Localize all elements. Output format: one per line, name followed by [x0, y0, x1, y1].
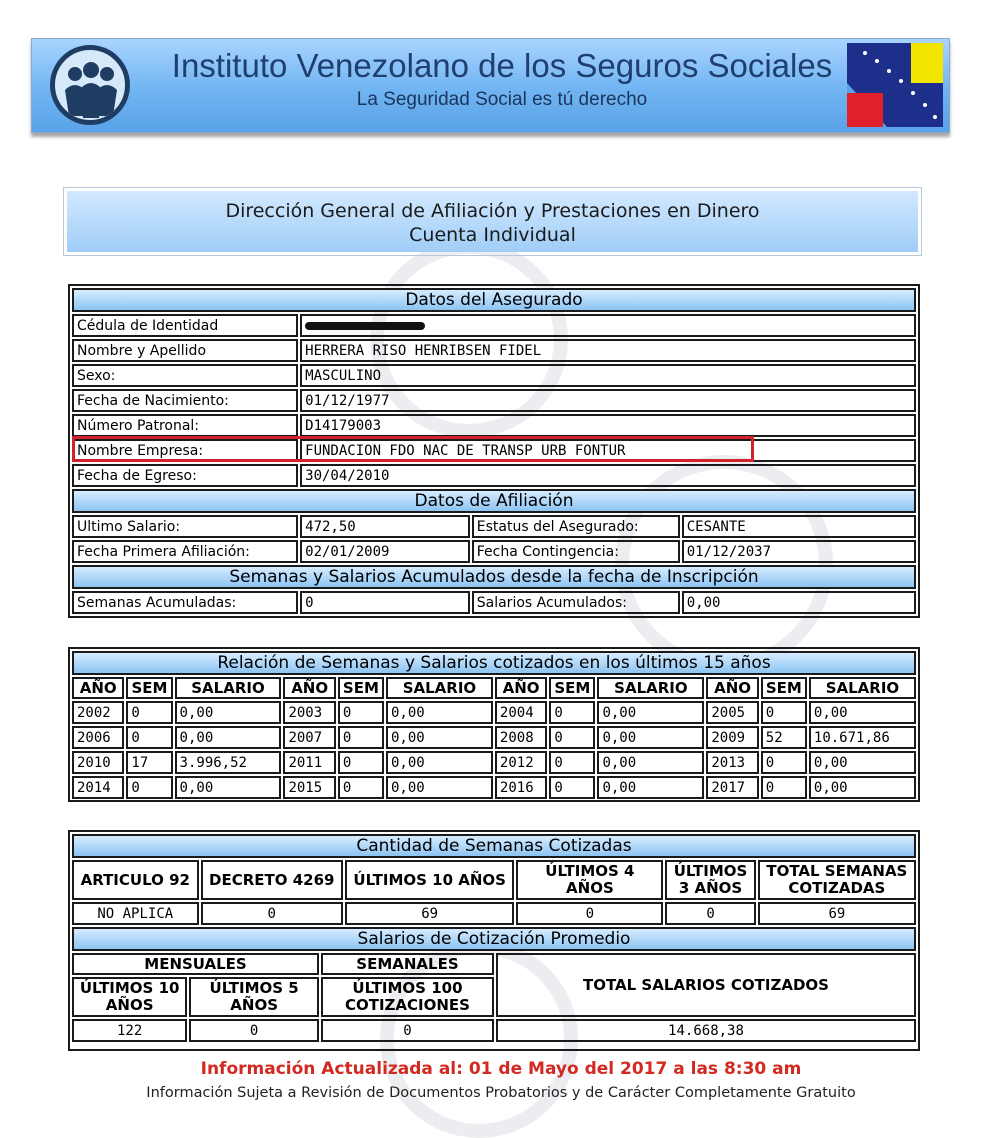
- cell-weeks: 0: [338, 726, 384, 749]
- cell-year: 2004: [495, 701, 547, 724]
- last-updated-text: Información Actualizada al: 01 de Mayo del 2017 a las 8:30 am: [200, 1059, 802, 1079]
- value-last-10-years-salary: 122: [72, 1019, 187, 1042]
- status-label: Estatus del Asegurado:: [472, 515, 680, 538]
- name-value: HERRERA RISO HENRIBSEN FIDEL: [300, 339, 916, 362]
- header-last-10-years-salary: ÚLTIMOS 10 AÑOS: [72, 977, 187, 1017]
- salaries-accumulated-value: 0,00: [682, 591, 916, 614]
- accumulated-title: Semanas y Salarios Acumulados desde la fecha de Inscripción: [72, 565, 916, 589]
- weeks-quoted-panel: [68, 830, 920, 1051]
- cell-year: 2013: [706, 751, 758, 774]
- cell-salary: 10.671,86: [809, 726, 916, 749]
- header-last-5-years-salary: ÚLTIMOS 5 AÑOS: [189, 977, 319, 1017]
- insured-data-panel: [68, 284, 920, 618]
- cell-weeks: 0: [338, 776, 384, 799]
- cell-weeks: 0: [126, 701, 172, 724]
- value-last-3-years: 0: [665, 902, 755, 925]
- flag-icon: [847, 43, 943, 127]
- header-decree-4269: DECRETO 4269: [201, 860, 343, 900]
- cell-weeks: 0: [761, 751, 807, 774]
- value-last-4-years: 0: [516, 902, 663, 925]
- value-last-100-contributions: 0: [321, 1019, 494, 1042]
- header-article-92: ARTICULO 92: [72, 860, 199, 900]
- header-total-salaries: TOTAL SALARIOS COTIZADOS: [496, 953, 916, 1017]
- cell-salary: 0,00: [809, 751, 916, 774]
- contingency-label: Fecha Contingencia:: [472, 540, 680, 563]
- header-last-10-years: ÚLTIMOS 10 AÑOS: [345, 860, 515, 900]
- cell-salary: 0,00: [175, 701, 282, 724]
- weeks-accumulated-label: Semanas Acumuladas:: [72, 591, 298, 614]
- cell-year: 2012: [495, 751, 547, 774]
- cell-year: 2006: [72, 726, 124, 749]
- last-salary-value: 472,50: [300, 515, 470, 538]
- company-label: Nombre Empresa:: [72, 439, 298, 462]
- value-total-weeks: 69: [758, 902, 916, 925]
- col-weeks: SEM: [126, 677, 172, 699]
- table-row: [72, 726, 916, 749]
- cell-year: 2010: [72, 751, 124, 774]
- section-heading: [63, 187, 922, 256]
- cell-salary: 0,00: [386, 701, 493, 724]
- header-monthly: MENSUALES: [72, 953, 319, 975]
- sex-label: Sexo:: [72, 364, 298, 387]
- cell-year: 2009: [706, 726, 758, 749]
- cell-weeks: 0: [126, 726, 172, 749]
- cell-weeks: 0: [761, 776, 807, 799]
- col-weeks: SEM: [549, 677, 595, 699]
- header-last-3-years: ÚLTIMOS 3 AÑOS: [665, 860, 755, 900]
- cell-salary: 0,00: [386, 726, 493, 749]
- header-banner: [31, 38, 950, 133]
- average-salary-title: Salarios de Cotización Promedio: [72, 927, 916, 951]
- cell-weeks: 0: [338, 751, 384, 774]
- weeks-quoted-title: Cantidad de Semanas Cotizadas: [72, 834, 916, 858]
- col-weeks: SEM: [338, 677, 384, 699]
- header-weekly: SEMANALES: [321, 953, 494, 975]
- insured-data-table: [70, 286, 918, 616]
- col-salary: SALARIO: [386, 677, 493, 699]
- table-row: [72, 701, 916, 724]
- institute-slogan: La Seguridad Social es tú derecho: [356, 89, 648, 110]
- weeks-accumulated-value: 0: [300, 591, 470, 614]
- cell-salary: 0,00: [175, 726, 282, 749]
- contingency-value: 01/12/2037: [682, 540, 916, 563]
- cell-year: 2005: [706, 701, 758, 724]
- cell-salary: 0,00: [597, 726, 704, 749]
- value-article-92: NO APLICA: [72, 902, 199, 925]
- table-row: [72, 776, 916, 799]
- name-label: Nombre y Apellido: [72, 339, 298, 362]
- cell-year: 2003: [283, 701, 335, 724]
- cell-weeks: 0: [549, 726, 595, 749]
- cell-salary: 0,00: [597, 701, 704, 724]
- cell-year: 2015: [283, 776, 335, 799]
- id-value: [300, 314, 916, 337]
- cell-year: 2008: [495, 726, 547, 749]
- heading-direction: Dirección General de Afiliación y Prestaciones en Dinero: [225, 200, 760, 222]
- weeks-quoted-table: [70, 832, 918, 927]
- cell-weeks: 52: [761, 726, 807, 749]
- cell-year: 2017: [706, 776, 758, 799]
- birthdate-label: Fecha de Nacimiento:: [72, 389, 298, 412]
- ivss-logo-icon: [50, 45, 130, 125]
- last-salary-label: Ultimo Salario:: [72, 515, 298, 538]
- cell-salary: 0,00: [809, 776, 916, 799]
- col-weeks: SEM: [761, 677, 807, 699]
- cell-weeks: 0: [549, 751, 595, 774]
- affiliation-title: Datos de Afiliación: [72, 489, 916, 513]
- cell-year: 2016: [495, 776, 547, 799]
- cell-salary: 0,00: [175, 776, 282, 799]
- insured-data-title: Datos del Asegurado: [72, 288, 916, 312]
- cell-salary: 0,00: [809, 701, 916, 724]
- first-affiliation-value: 02/01/2009: [300, 540, 470, 563]
- status-value: CESANTE: [682, 515, 916, 538]
- institute-title: Instituto Venezolano de los Seguros Sociales: [171, 47, 833, 84]
- header-total-weeks: TOTAL SEMANAS COTIZADAS: [758, 860, 916, 900]
- cell-weeks: 0: [549, 776, 595, 799]
- exit-date-value: 30/04/2010: [300, 464, 916, 487]
- cell-salary: 3.996,52: [175, 751, 282, 774]
- disclaimer-text: Información Sujeta a Revisión de Documentos Probatorios y de Carácter Completamente Gratuito: [146, 1085, 856, 1101]
- company-value: FUNDACION FDO NAC DE TRANSP URB FONTUR: [300, 439, 916, 462]
- col-year: AÑO: [706, 677, 758, 699]
- value-total-salaries: 14.668,38: [496, 1019, 916, 1042]
- cell-year: 2002: [72, 701, 124, 724]
- cell-weeks: 0: [549, 701, 595, 724]
- cell-weeks: 0: [761, 701, 807, 724]
- salaries-accumulated-label: Salarios Acumulados:: [472, 591, 680, 614]
- col-salary: SALARIO: [809, 677, 916, 699]
- header-last-100-contributions: ÚLTIMOS 100 COTIZACIONES: [321, 977, 494, 1017]
- value-decree-4269: 0: [201, 902, 343, 925]
- weeks-salaries-table: [70, 649, 918, 801]
- col-salary: SALARIO: [175, 677, 282, 699]
- birthdate-value: 01/12/1977: [300, 389, 916, 412]
- exit-date-label: Fecha de Egreso:: [72, 464, 298, 487]
- cell-salary: 0,00: [386, 776, 493, 799]
- sex-value: MASCULINO: [300, 364, 916, 387]
- employer-number-label: Número Patronal:: [72, 414, 298, 437]
- cell-weeks: 0: [126, 776, 172, 799]
- col-salary: SALARIO: [597, 677, 704, 699]
- cell-weeks: 0: [338, 701, 384, 724]
- col-year: AÑO: [283, 677, 335, 699]
- value-last-10-years: 69: [345, 902, 515, 925]
- cell-salary: 0,00: [597, 751, 704, 774]
- employer-number-value: D14179003: [300, 414, 916, 437]
- heading-account: Cuenta Individual: [409, 224, 576, 246]
- col-year: AÑO: [72, 677, 124, 699]
- weeks-salaries-title: Relación de Semanas y Salarios cotizados en los últimos 15 años: [72, 651, 916, 675]
- cell-year: 2007: [283, 726, 335, 749]
- weeks-salaries-panel: [68, 647, 920, 802]
- table-row: [72, 751, 916, 774]
- first-affiliation-label: Fecha Primera Afiliación:: [72, 540, 298, 563]
- col-year: AÑO: [495, 677, 547, 699]
- cell-weeks: 17: [126, 751, 172, 774]
- cell-year: 2011: [283, 751, 335, 774]
- cell-salary: 0,00: [386, 751, 493, 774]
- redacted-value: [305, 322, 425, 330]
- cell-year: 2014: [72, 776, 124, 799]
- value-last-5-years-salary: 0: [189, 1019, 319, 1042]
- header-last-4-years: ÚLTIMOS 4 AÑOS: [516, 860, 663, 900]
- average-salary-table: [70, 925, 918, 1044]
- id-label: Cédula de Identidad: [72, 314, 298, 337]
- cell-salary: 0,00: [597, 776, 704, 799]
